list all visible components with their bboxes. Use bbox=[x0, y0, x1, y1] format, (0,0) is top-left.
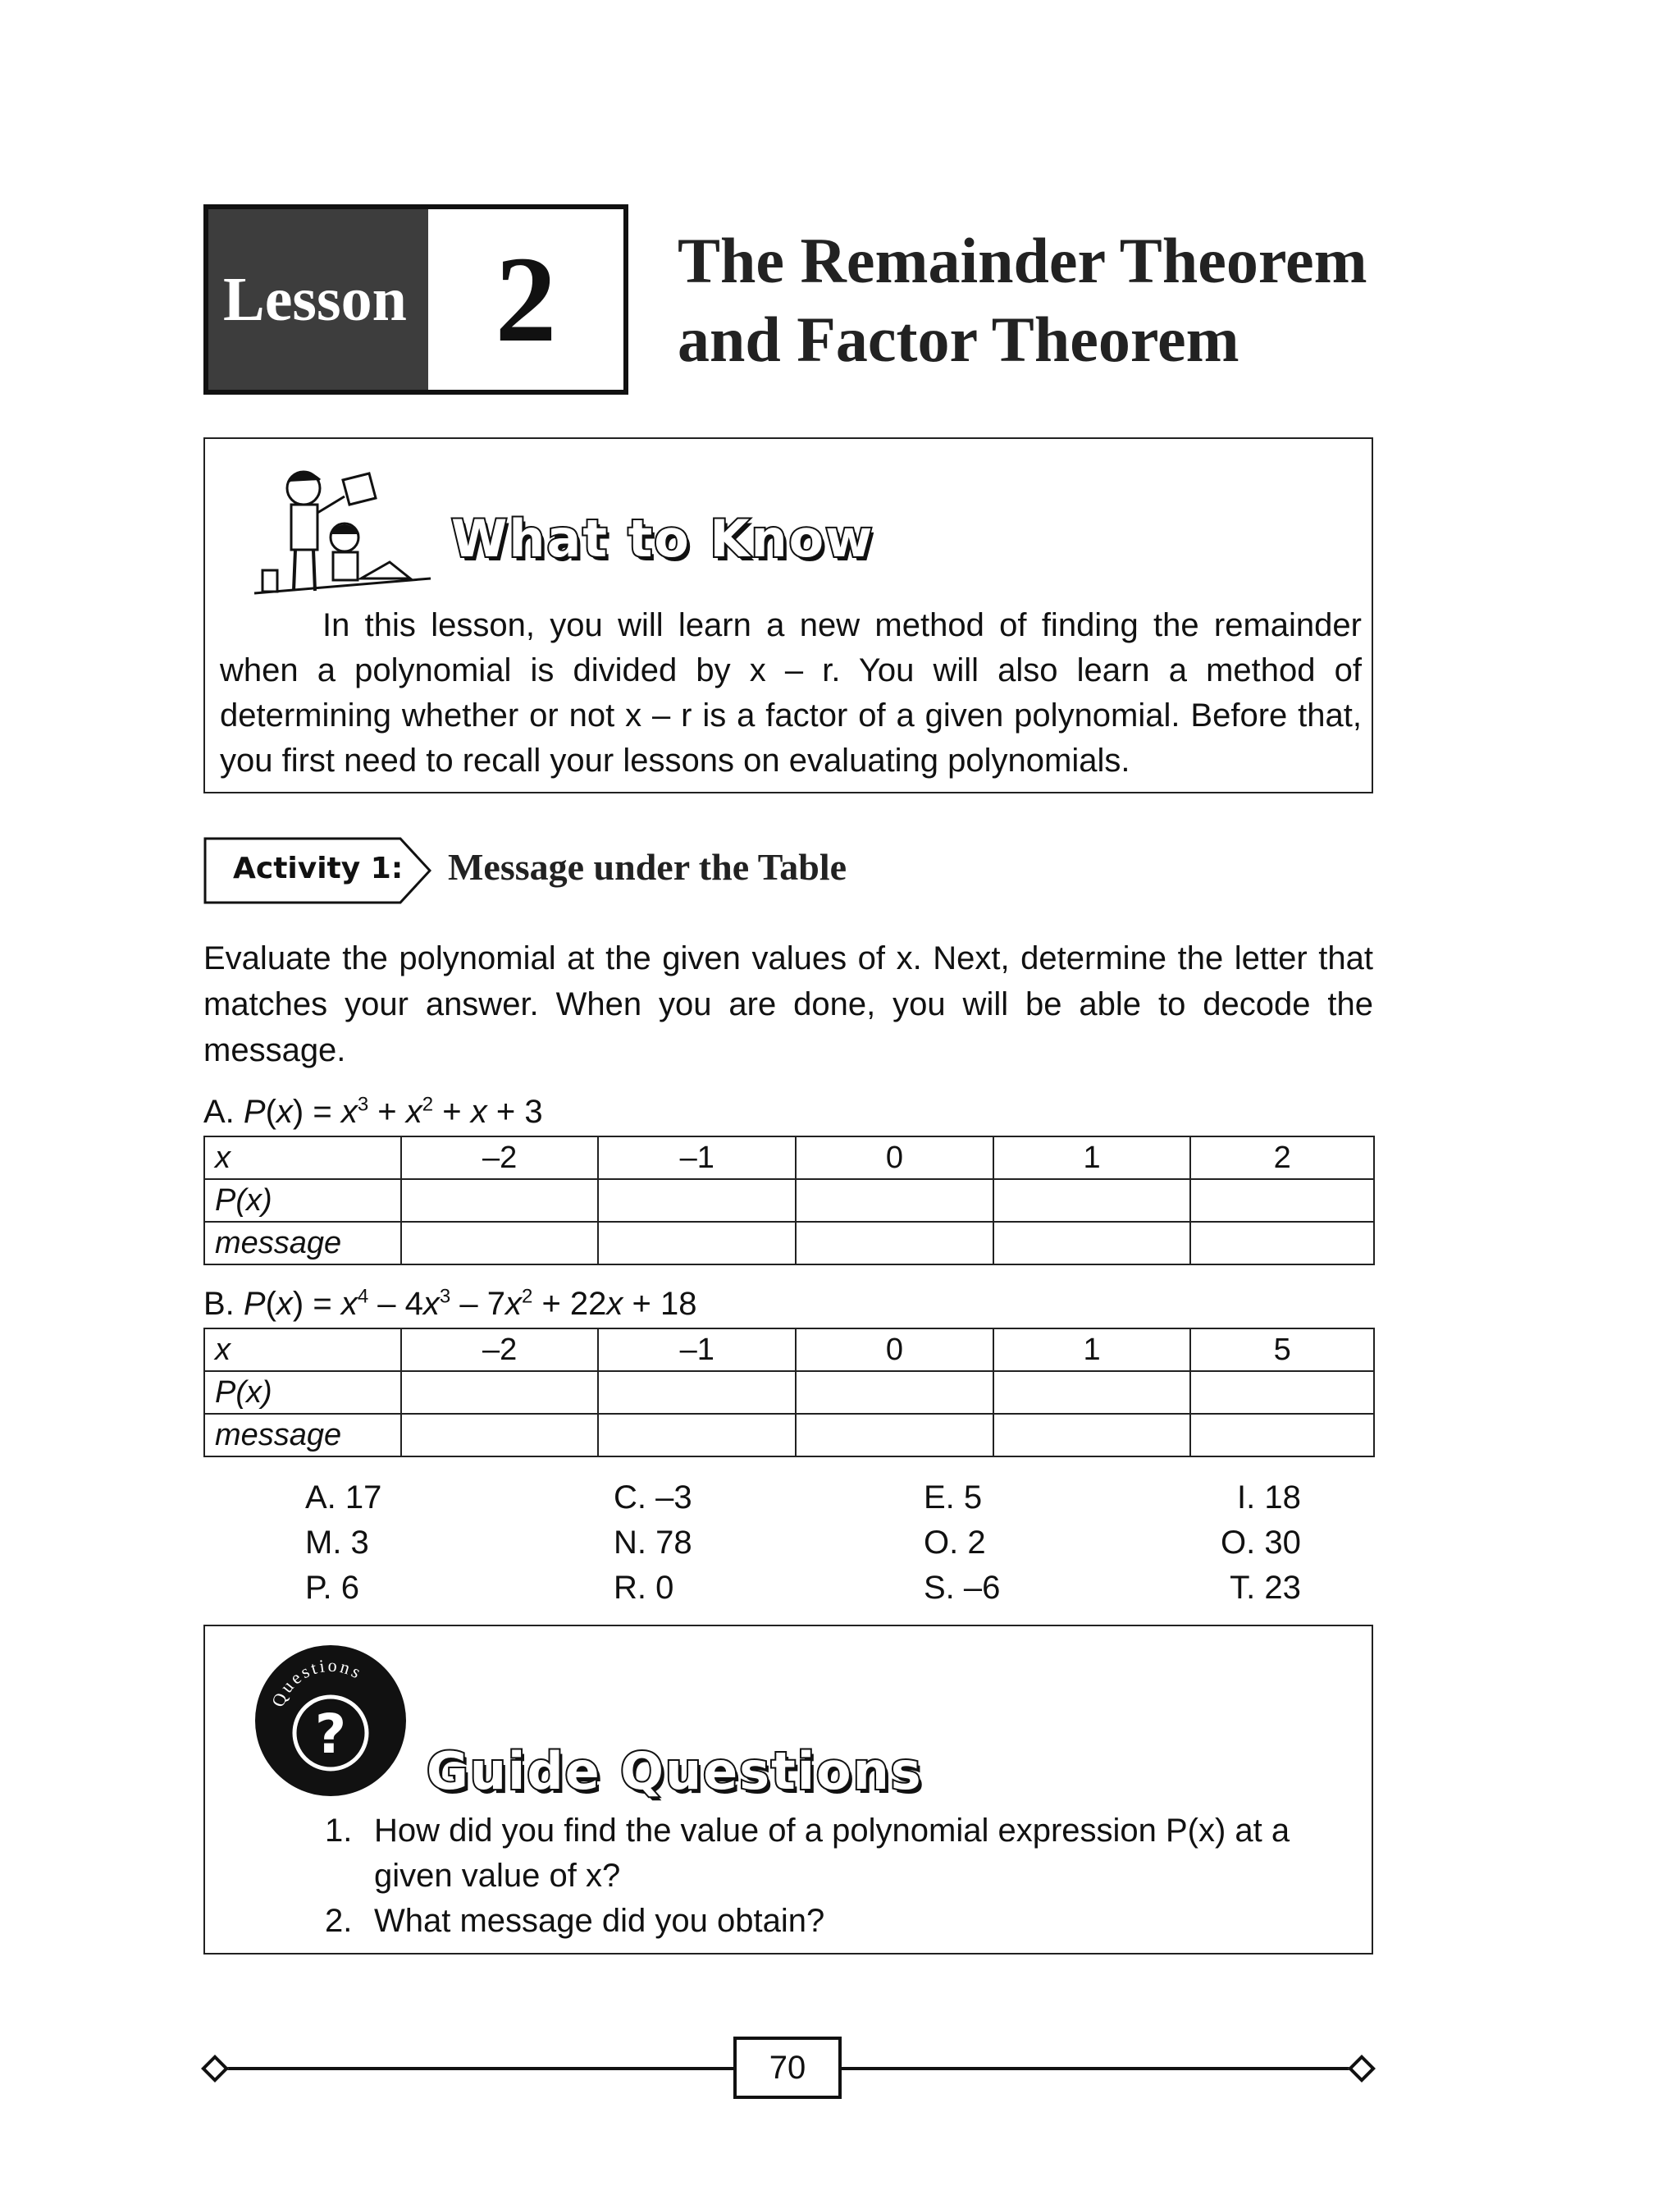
answer-key-item: I. 18 bbox=[1237, 1479, 1301, 1516]
question-text: What message did you obtain? bbox=[374, 1903, 825, 1939]
page-number: 70 bbox=[733, 2037, 842, 2099]
table-row bbox=[204, 1179, 1374, 1222]
table-a-px-header: P(x) bbox=[204, 1179, 401, 1222]
table-row bbox=[204, 1414, 1374, 1456]
table-b-x-value: 1 bbox=[993, 1328, 1191, 1371]
question-mark-icon: ? bbox=[314, 1703, 347, 1766]
table-b-x-value: 5 bbox=[1190, 1328, 1374, 1371]
answer-key-column bbox=[305, 1475, 381, 1611]
what-to-know-box bbox=[203, 437, 1373, 793]
table-a-x-header: x bbox=[204, 1136, 401, 1179]
table-a-x-value: –1 bbox=[598, 1136, 796, 1179]
guide-questions-heading: Guide Questions bbox=[427, 1741, 923, 1801]
table-a-x-value: 1 bbox=[993, 1136, 1191, 1179]
table-a-message-cell bbox=[993, 1222, 1191, 1264]
questions-badge-icon bbox=[253, 1643, 409, 1799]
polynomial-b-label: B. $P(x) = x^4 - 4x^3 - 7x^2 + 22x + 18$ bbox=[203, 1285, 697, 1322]
activity-label: Activity 1: bbox=[233, 852, 404, 885]
table-b-message-cell bbox=[993, 1414, 1191, 1456]
table-row bbox=[204, 1371, 1374, 1414]
guide-questions-list bbox=[325, 1808, 1350, 1944]
table-a-message-header: message bbox=[204, 1222, 401, 1264]
question-number: 1. bbox=[325, 1813, 353, 1849]
lesson-number: 2 bbox=[495, 231, 557, 368]
table-b-x-value: –2 bbox=[401, 1328, 599, 1371]
answer-key-item: C. –3 bbox=[614, 1479, 692, 1516]
table-b-px-cell bbox=[598, 1371, 796, 1414]
answer-key-item: O. 2 bbox=[924, 1525, 986, 1561]
table-a-x-value: 2 bbox=[1190, 1136, 1374, 1179]
answer-key-item: R. 0 bbox=[614, 1570, 674, 1606]
answer-key-item: O. 30 bbox=[1221, 1525, 1301, 1561]
table-a-px-cell bbox=[993, 1179, 1191, 1222]
activity-tag bbox=[203, 837, 431, 904]
answer-key-item: T. 23 bbox=[1230, 1570, 1301, 1606]
table-row bbox=[204, 1136, 1374, 1179]
table-a-px-cell bbox=[1190, 1179, 1374, 1222]
table-a-px-cell bbox=[401, 1179, 599, 1222]
table-b-px-cell bbox=[796, 1371, 993, 1414]
table-b-message-cell bbox=[796, 1414, 993, 1456]
what-to-know-text: In this lesson, you will learn a new method of finding the remainder when a polynomial is divided by x – r. You will also learn a method of determining whether or not x – r is a factor of a given polynomial. Before that, you first need to recall your lessons on evaluating polynomials. bbox=[220, 607, 1362, 779]
lesson-title-line-2: and Factor Theorem bbox=[678, 304, 1239, 375]
table-row bbox=[204, 1328, 1374, 1371]
answer-key-column bbox=[614, 1475, 692, 1611]
table-b-x-value: 0 bbox=[796, 1328, 993, 1371]
diamond-left-icon bbox=[201, 2055, 229, 2083]
answer-key-item: S. –6 bbox=[924, 1570, 1001, 1606]
answer-key-item: E. 5 bbox=[924, 1479, 983, 1516]
table-b-px-cell bbox=[1190, 1371, 1374, 1414]
lesson-title bbox=[678, 222, 1498, 379]
students-illustration-icon bbox=[246, 455, 435, 603]
what-to-know-heading: What to Know bbox=[451, 509, 874, 569]
table-b-x-header: x bbox=[204, 1328, 401, 1371]
answer-key-item: N. 78 bbox=[614, 1525, 692, 1561]
table-b-message-cell bbox=[401, 1414, 599, 1456]
table-b-message-header: message bbox=[204, 1414, 401, 1456]
activity-title: Message under the Table bbox=[448, 846, 847, 888]
what-to-know-paragraph bbox=[220, 603, 1362, 784]
lesson-badge bbox=[203, 204, 628, 395]
answer-key-column bbox=[1221, 1475, 1301, 1611]
table-a-px-cell bbox=[796, 1179, 993, 1222]
table-a-message-cell bbox=[401, 1222, 599, 1264]
guide-questions-box bbox=[203, 1625, 1373, 1955]
lesson-title-line-1: The Remainder Theorem bbox=[678, 225, 1367, 296]
answer-key-column bbox=[924, 1475, 1000, 1611]
polynomial-a-label: A. $P(x) = x^3 + x^2 + x + 3$ bbox=[203, 1093, 543, 1130]
table-a-message-cell bbox=[796, 1222, 993, 1264]
table-b-x-value: –1 bbox=[598, 1328, 796, 1371]
table-a-px-cell bbox=[598, 1179, 796, 1222]
table-a-message-cell bbox=[1190, 1222, 1374, 1264]
diamond-right-icon bbox=[1348, 2055, 1376, 2083]
question-text: How did you find the value of a polynomial expression P(x) at a given value of x? bbox=[374, 1813, 1290, 1894]
table-a bbox=[203, 1136, 1375, 1265]
table-a-x-value: 0 bbox=[796, 1136, 993, 1179]
answer-key-item: A. 17 bbox=[305, 1479, 382, 1516]
answer-key-item: P. 6 bbox=[305, 1570, 359, 1606]
table-b-px-cell bbox=[401, 1371, 599, 1414]
table-row bbox=[204, 1222, 1374, 1264]
list-item bbox=[325, 1899, 1350, 1944]
table-b-message-cell bbox=[1190, 1414, 1374, 1456]
table-a-message-cell bbox=[598, 1222, 796, 1264]
question-number: 2. bbox=[325, 1903, 353, 1939]
table-b-px-header: P(x) bbox=[204, 1371, 401, 1414]
table-b bbox=[203, 1328, 1375, 1457]
questions-badge-text: Questions bbox=[267, 1654, 367, 1710]
table-b-px-cell bbox=[993, 1371, 1191, 1414]
answer-key-item: M. 3 bbox=[305, 1525, 369, 1561]
lesson-word: Lesson bbox=[208, 209, 428, 390]
list-item bbox=[325, 1808, 1350, 1899]
table-b-message-cell bbox=[598, 1414, 796, 1456]
activity-instructions: Evaluate the polynomial at the given values of x. Next, determine the letter that matches your answer. When you are done, you will be able to decode the message. bbox=[203, 940, 1373, 1068]
table-a-x-value: –2 bbox=[401, 1136, 599, 1179]
